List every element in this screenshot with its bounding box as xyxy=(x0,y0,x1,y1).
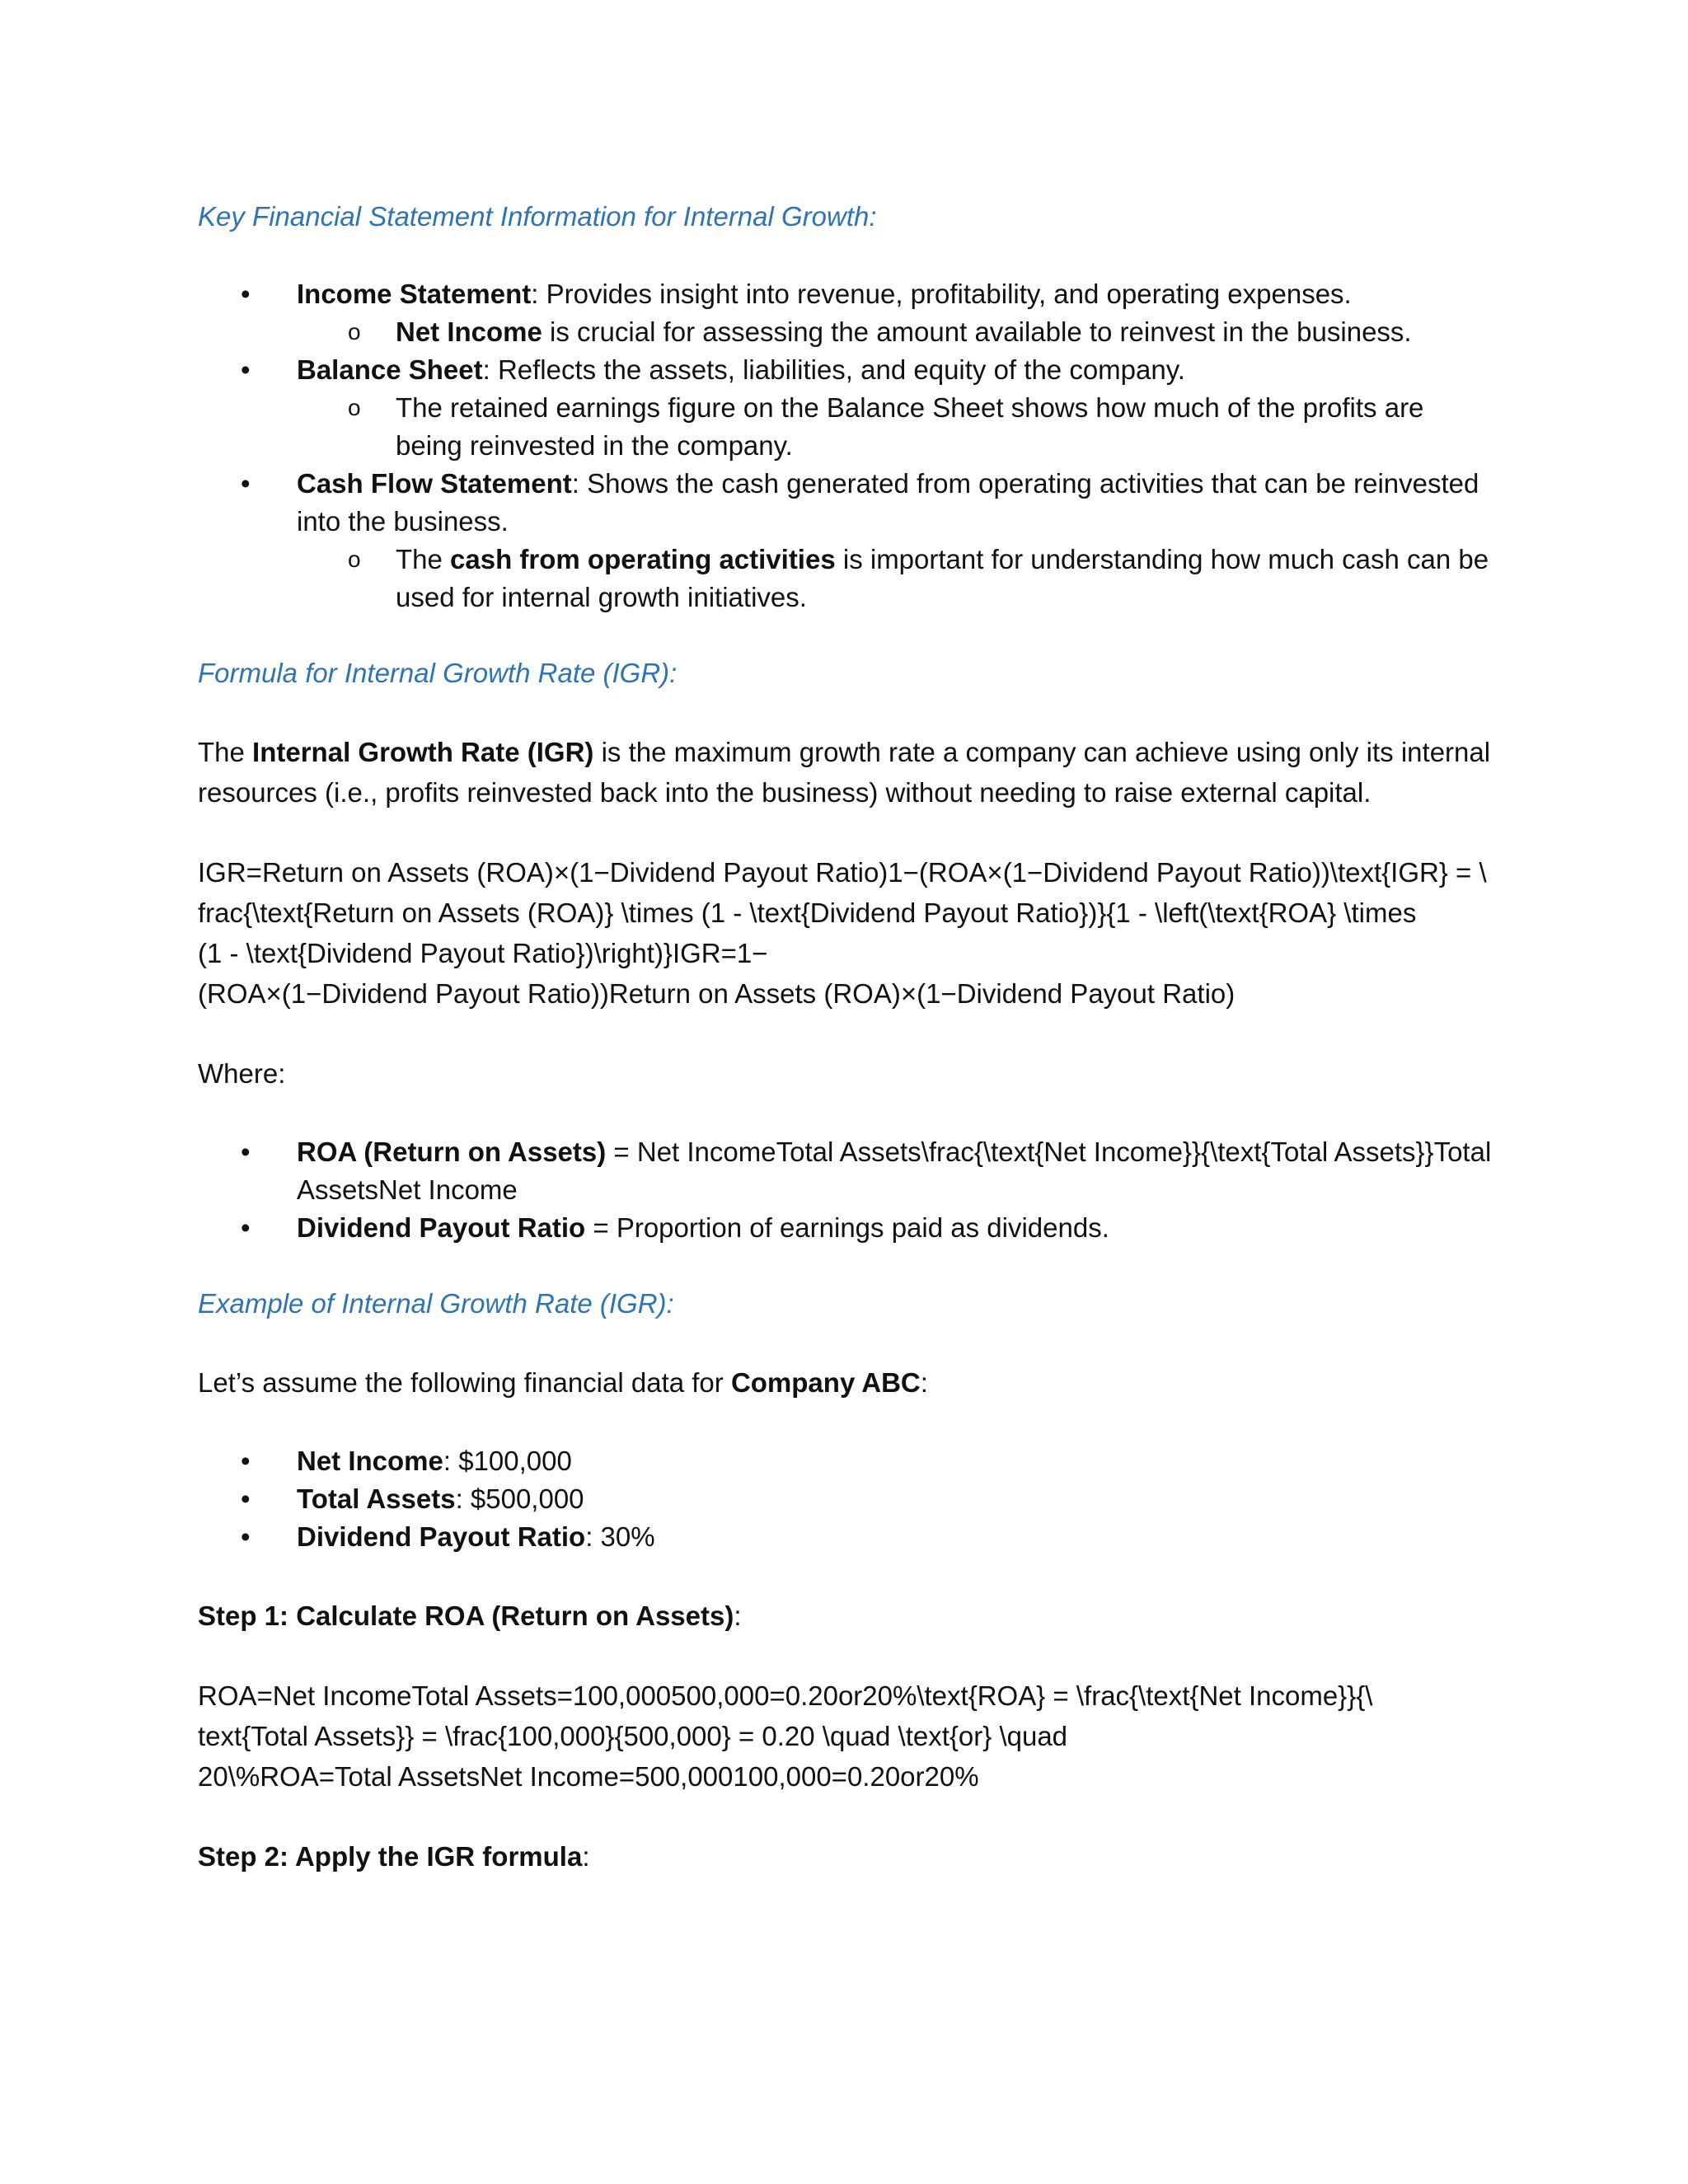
bullet-icon: • xyxy=(241,1483,251,1514)
intro-text-pre: The xyxy=(198,737,253,767)
term-balance-sheet: Balance Sheet xyxy=(297,354,483,385)
formula-line: frac{\text{Return on Assets (ROA)} \times (1 - \text{Dividend Payout Ratio})}{1 - \left(\text{ROA} \times xyxy=(198,898,1417,928)
step2-title: Step 2: Apply the IGR formula xyxy=(198,1841,583,1872)
sub-list xyxy=(297,541,1492,616)
bullet-icon: • xyxy=(241,1212,251,1243)
list-item xyxy=(198,1133,1492,1209)
formula-line: 20\%ROA=Total AssetsNet Income=500,000100,000=0.20or20% xyxy=(198,1761,979,1792)
example-data-list xyxy=(198,1442,1492,1556)
list-item xyxy=(198,1442,1492,1480)
section-heading-example: Example of Internal Growth Rate (IGR): xyxy=(198,1288,674,1319)
term-income-statement: Income Statement xyxy=(297,279,532,309)
term-total-assets: Total Assets xyxy=(297,1483,456,1514)
list-item xyxy=(198,1209,1492,1247)
definitions-list xyxy=(198,1133,1492,1247)
sub-item-text: The retained earnings figure on the Balance Sheet shows how much of the profits are being reinvested in the company. xyxy=(396,392,1424,461)
section-heading-formula: Formula for Internal Growth Rate (IGR): xyxy=(198,658,678,688)
document-page xyxy=(198,198,1492,1877)
example-intro-pre: Let’s assume the following financial data for xyxy=(198,1367,731,1398)
sub-list-item xyxy=(297,313,1492,351)
term-net-income: Net Income xyxy=(396,316,542,347)
formula-line: (1 - \text{Dividend Payout Ratio})\right)}IGR=1− xyxy=(198,938,768,968)
bullet-icon: • xyxy=(241,279,251,309)
intro-text-post: is the maximum growth rate a company can achieve using only its internal resources (i.e., profits reinvested back into the business) without needing to raise external capital. xyxy=(198,737,1491,808)
step1-colon: : xyxy=(734,1601,742,1631)
sub-item-text-pre: The xyxy=(396,544,451,574)
item-value: : 30% xyxy=(585,1521,655,1552)
igr-formula-block xyxy=(198,852,1492,1014)
bullet-icon: • xyxy=(241,1521,251,1552)
item-text: : Reflects the assets, liabilities, and equity of the company. xyxy=(482,354,1185,385)
step1-heading xyxy=(198,1596,1492,1636)
item-text: : Shows the cash generated from operating activities that can be reinvested into the business. xyxy=(297,468,1479,537)
step1-title: Step 1: Calculate ROA (Return on Assets) xyxy=(198,1601,734,1631)
term-cash-flow-statement: Cash Flow Statement xyxy=(297,468,572,499)
item-text: : Provides insight into revenue, profitability, and operating expenses. xyxy=(531,279,1352,309)
circle-bullet-icon: o xyxy=(348,395,361,420)
circle-bullet-icon: o xyxy=(348,546,361,572)
example-intro xyxy=(198,1362,1492,1403)
bullet-icon: • xyxy=(241,1137,251,1167)
bullet-icon: • xyxy=(241,468,251,499)
sub-item-text-post: is important for understanding how much cash can be used for internal growth initiatives. xyxy=(396,544,1489,612)
list-item xyxy=(198,275,1492,351)
igr-intro-paragraph xyxy=(198,732,1492,813)
term-igr: Internal Growth Rate (IGR) xyxy=(252,737,594,767)
section-heading-key-info: Key Financial Statement Information for Internal Growth: xyxy=(198,201,877,232)
circle-bullet-icon: o xyxy=(348,319,361,344)
item-value: : $500,000 xyxy=(455,1483,584,1514)
list-item xyxy=(198,465,1492,616)
formula-line: ROA=Net IncomeTotal Assets=100,000500,000=0.20or20%\text{ROA} = \frac{\text{Net Income}}{\ xyxy=(198,1680,1373,1711)
item-text: = Net IncomeTotal Assets\frac{\text{Net Income}}{\text{Total Assets}}Total AssetsNet Income xyxy=(297,1137,1492,1205)
list-item xyxy=(198,1518,1492,1556)
sub-list xyxy=(297,313,1492,351)
sub-list-item xyxy=(297,389,1492,465)
sub-list-item xyxy=(297,541,1492,616)
formula-line: (ROA×(1−Dividend Payout Ratio))Return on Assets (ROA)×(1−Dividend Payout Ratio) xyxy=(198,978,1236,1009)
term-cash-from-operating: cash from operating activities xyxy=(450,544,836,574)
term-dividend-payout: Dividend Payout Ratio xyxy=(297,1212,586,1243)
sub-list xyxy=(297,389,1492,465)
term-roa: ROA (Return on Assets) xyxy=(297,1137,607,1167)
term-company-abc: Company ABC xyxy=(730,1367,921,1398)
item-text: = Proportion of earnings paid as dividends. xyxy=(585,1212,1109,1243)
step2-heading xyxy=(198,1836,1492,1877)
sub-item-text: is crucial for assessing the amount available to reinvest in the business. xyxy=(542,316,1412,347)
term-dividend-payout: Dividend Payout Ratio xyxy=(297,1521,586,1552)
item-value: : $100,000 xyxy=(443,1446,572,1476)
where-label: Where: xyxy=(198,1058,286,1089)
term-net-income: Net Income xyxy=(297,1446,443,1476)
financial-statements-list xyxy=(198,275,1492,616)
list-item xyxy=(198,1480,1492,1518)
example-intro-post: : xyxy=(920,1367,928,1398)
bullet-icon: • xyxy=(241,354,251,385)
step2-colon: : xyxy=(582,1841,590,1872)
formula-line: IGR=Return on Assets (ROA)×(1−Dividend Payout Ratio)1−(ROA×(1−Dividend Payout Ratio))\text{IGR} = \ xyxy=(198,857,1487,888)
roa-calculation-block xyxy=(198,1675,1492,1797)
formula-line: text{Total Assets}} = \frac{100,000}{500,000} = 0.20 \quad \text{or} \quad xyxy=(198,1721,1068,1751)
list-item xyxy=(198,351,1492,465)
bullet-icon: • xyxy=(241,1446,251,1476)
